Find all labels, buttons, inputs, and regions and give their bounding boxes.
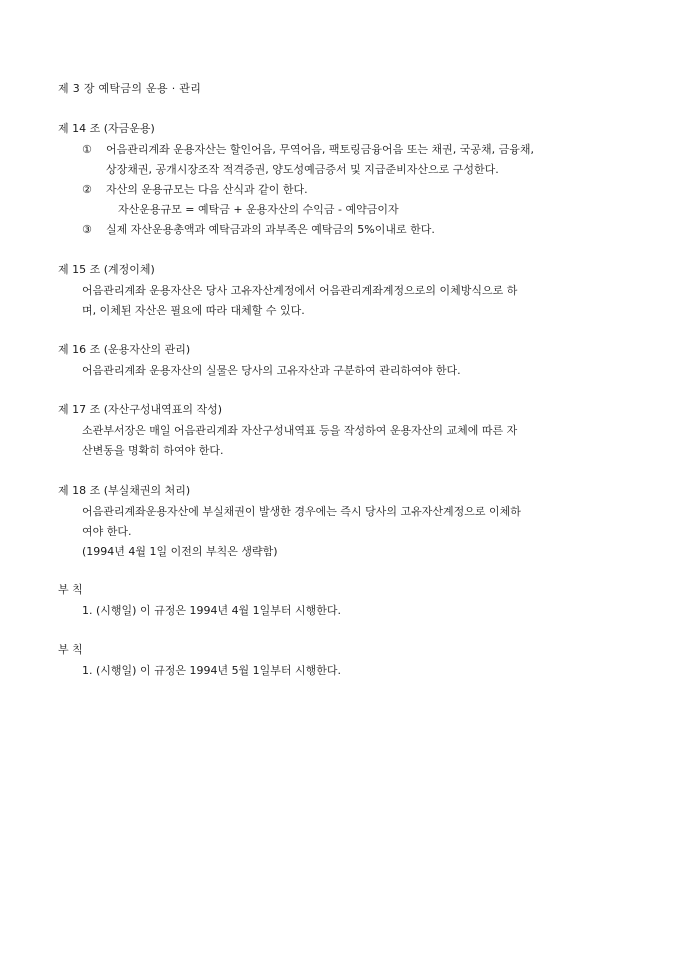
supplement-heading: 부 칙 <box>58 643 83 656</box>
supplementary-provision-2 <box>58 640 633 681</box>
item-number: ② <box>82 183 92 196</box>
article-item <box>58 220 633 240</box>
article-heading: 제 15 조 (계정이체) <box>58 263 155 276</box>
item-text-continued: 상장채권, 공개시장조작 적격증권, 양도성예금증서 및 지급준비자산으로 구성한다. <box>106 163 499 176</box>
article-18 <box>58 481 633 562</box>
article-16 <box>58 340 633 381</box>
supplement-heading: 부 칙 <box>58 583 83 596</box>
article-heading: 제 17 조 (자산구성내역표의 작성) <box>58 403 223 416</box>
article-14 <box>58 119 633 240</box>
formula: 자산운용규모 = 예탁금 + 운용자산의 수익금 - 예약금이자 <box>118 203 399 216</box>
article-body-line: 어음관리계좌 운용자산의 실물은 당사의 고유자산과 구분하여 관리하여야 한다. <box>82 364 461 377</box>
article-body-line: 어음관리계좌 운용자산은 당사 고유자산계정에서 어음관리계좌계정으로의 이체방식으로 하 <box>82 284 518 297</box>
article-body-line: 어음관리계좌운용자산에 부실채권이 발생한 경우에는 즉시 당사의 고유자산계정으로 이체하 <box>82 505 521 518</box>
article-body-line: 산변동을 명확히 하여야 한다. <box>82 444 224 457</box>
article-item <box>58 180 633 200</box>
omission-note: (1994년 4월 1일 이전의 부칙은 생략함) <box>82 545 278 558</box>
article-17 <box>58 400 633 461</box>
item-number: ③ <box>82 223 92 236</box>
article-heading: 제 16 조 (운용자산의 관리) <box>58 343 191 356</box>
article-body-line: 며, 이체된 자산은 필요에 따라 대체할 수 있다. <box>82 304 305 317</box>
article-heading: 제 14 조 (자금운용) <box>58 122 155 135</box>
article-item <box>58 140 633 160</box>
item-number: ① <box>82 143 92 156</box>
item-text: 자산의 운용규모는 다음 산식과 같이 한다. <box>106 183 308 196</box>
item-text: 실제 자산운용총액과 예탁금과의 과부족은 예탁금의 5%이내로 한다. <box>106 223 435 236</box>
item-continuation <box>58 160 633 180</box>
supplement-line: 1. (시행일) 이 규정은 1994년 5월 1일부터 시행한다. <box>82 664 342 677</box>
supplement-line: 1. (시행일) 이 규정은 1994년 4월 1일부터 시행한다. <box>82 604 342 617</box>
article-body-line: 소관부서장은 매일 어음관리계좌 자산구성내역표 등을 작성하여 운용자산의 교체에 따른 자 <box>82 424 518 437</box>
article-15 <box>58 260 633 321</box>
item-text: 어음관리계좌 운용자산는 할인어음, 무역어음, 팩토링금융어음 또는 채권, 국공채, 금융채, <box>106 143 534 156</box>
article-heading: 제 18 조 (부실채권의 처리) <box>58 484 191 497</box>
chapter-title: 제 3 장 예탁금의 운용 · 관리 <box>58 82 202 95</box>
supplementary-provision-1 <box>58 580 633 621</box>
article-body-line: 여야 한다. <box>82 525 132 538</box>
